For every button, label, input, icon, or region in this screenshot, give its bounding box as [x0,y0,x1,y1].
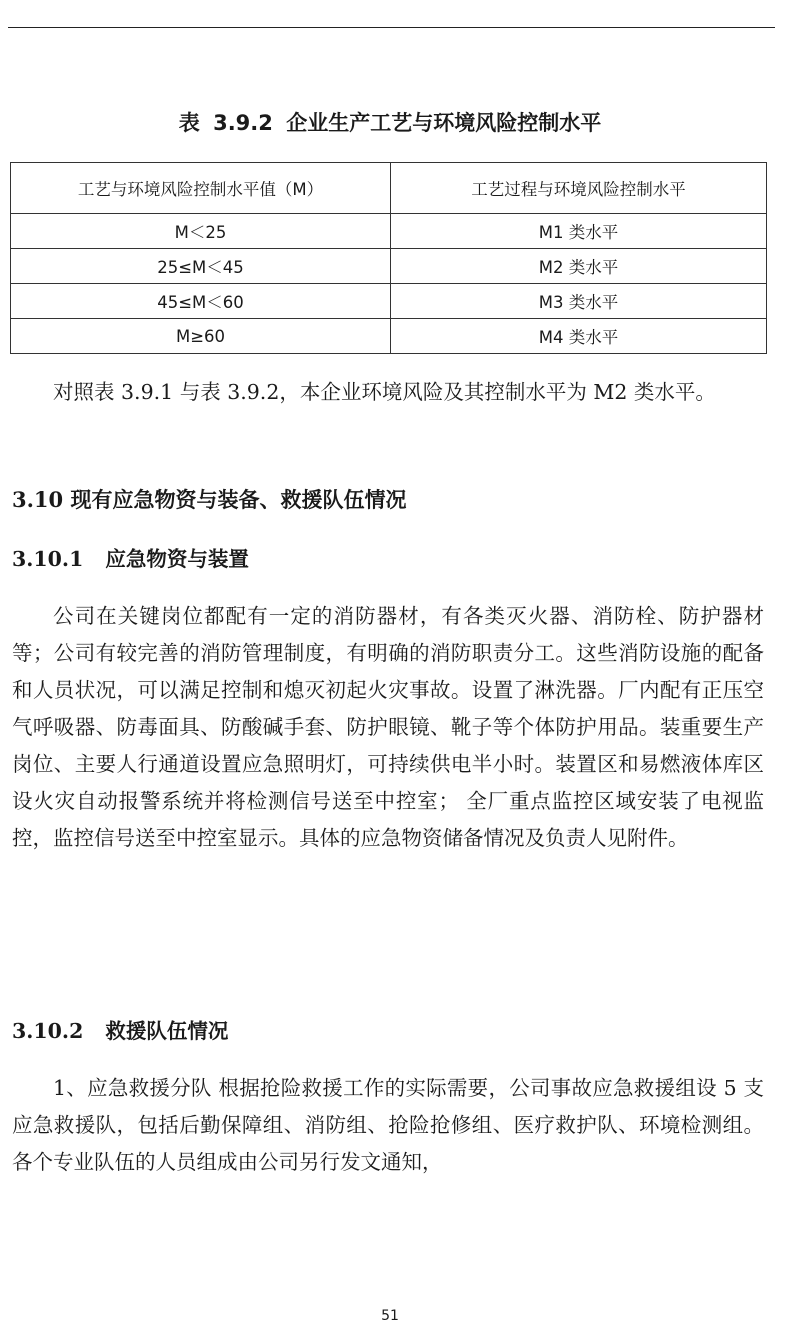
table-row [11,284,767,319]
subsection-number: 3.10.2 [12,1019,84,1043]
table-cell: 45≤M＜60 [11,284,391,319]
table-cell: M1 类水平 [391,214,767,249]
subsection-heading-rescue-teams [12,1014,228,1044]
risk-control-table [10,162,767,354]
subsection-heading-supplies [12,542,249,572]
table-cell: M2 类水平 [391,249,767,284]
subsection-title: 应急物资与装置 [105,547,249,571]
header-rule [8,27,775,28]
table-header-cell: 工艺过程与环境风险控制水平 [391,163,767,214]
section-heading: 3.10 现有应急物资与装备、救援队伍情况 [12,487,407,512]
table-caption: 表 3.9.2 企业生产工艺与环境风险控制水平 [178,111,602,135]
table-header-row [11,163,767,214]
table-header-cell: 工艺与环境风险控制水平值（M） [11,163,391,214]
subsection-title: 救援队伍情况 [105,1019,229,1043]
table-cell: M4 类水平 [391,319,767,354]
table-row [11,319,767,354]
paragraph-conclusion: 对照表 3.9.1 与表 3.9.2，本企业环境风险及其控制水平为 M2 类水平。 [53,380,716,404]
table-row [11,249,767,284]
table-row [11,214,767,249]
paragraph-supplies: 公司在关键岗位都配有一定的消防器材，有各类灭火器、消防栓、防护器材等；公司有较完善的消防管理制度，有明确的消防职责分工。这些消防设施的配备和人员状况，可以满足控制和熄灭初起火灾事故。设置了淋洗器。厂内配有正压空气呼吸器、防毒面具、防酸碱手套、防护眼镜、靴子等个体防护用品。装重要生产岗位、主要人行通道设置应急照明灯，可持续供电半小时。装置区和易燃液体库区设火灾自动报警系统并将检测信号送至中控室； 全厂重点监控区域安装了电视监控，监控信号送至中控室显示。具体的应急物资储备情况及负责人见附件。 [12,604,764,850]
subsection-number: 3.10.1 [12,547,84,571]
table-cell: M＜25 [11,214,391,249]
page-number: 51 [381,1308,399,1324]
table-cell: 25≤M＜45 [11,249,391,284]
table-cell: M≥60 [11,319,391,354]
table-cell: M3 类水平 [391,284,767,319]
paragraph-rescue-teams: 1、应急救援分队 根据抢险救援工作的实际需要，公司事故应急救援组设 5 支应急救援队，包括后勤保障组、消防组、抢险抢修组、医疗救护队、环境检测组。各个专业队伍的人员组成由公司另行发文通知， [12,1076,764,1174]
